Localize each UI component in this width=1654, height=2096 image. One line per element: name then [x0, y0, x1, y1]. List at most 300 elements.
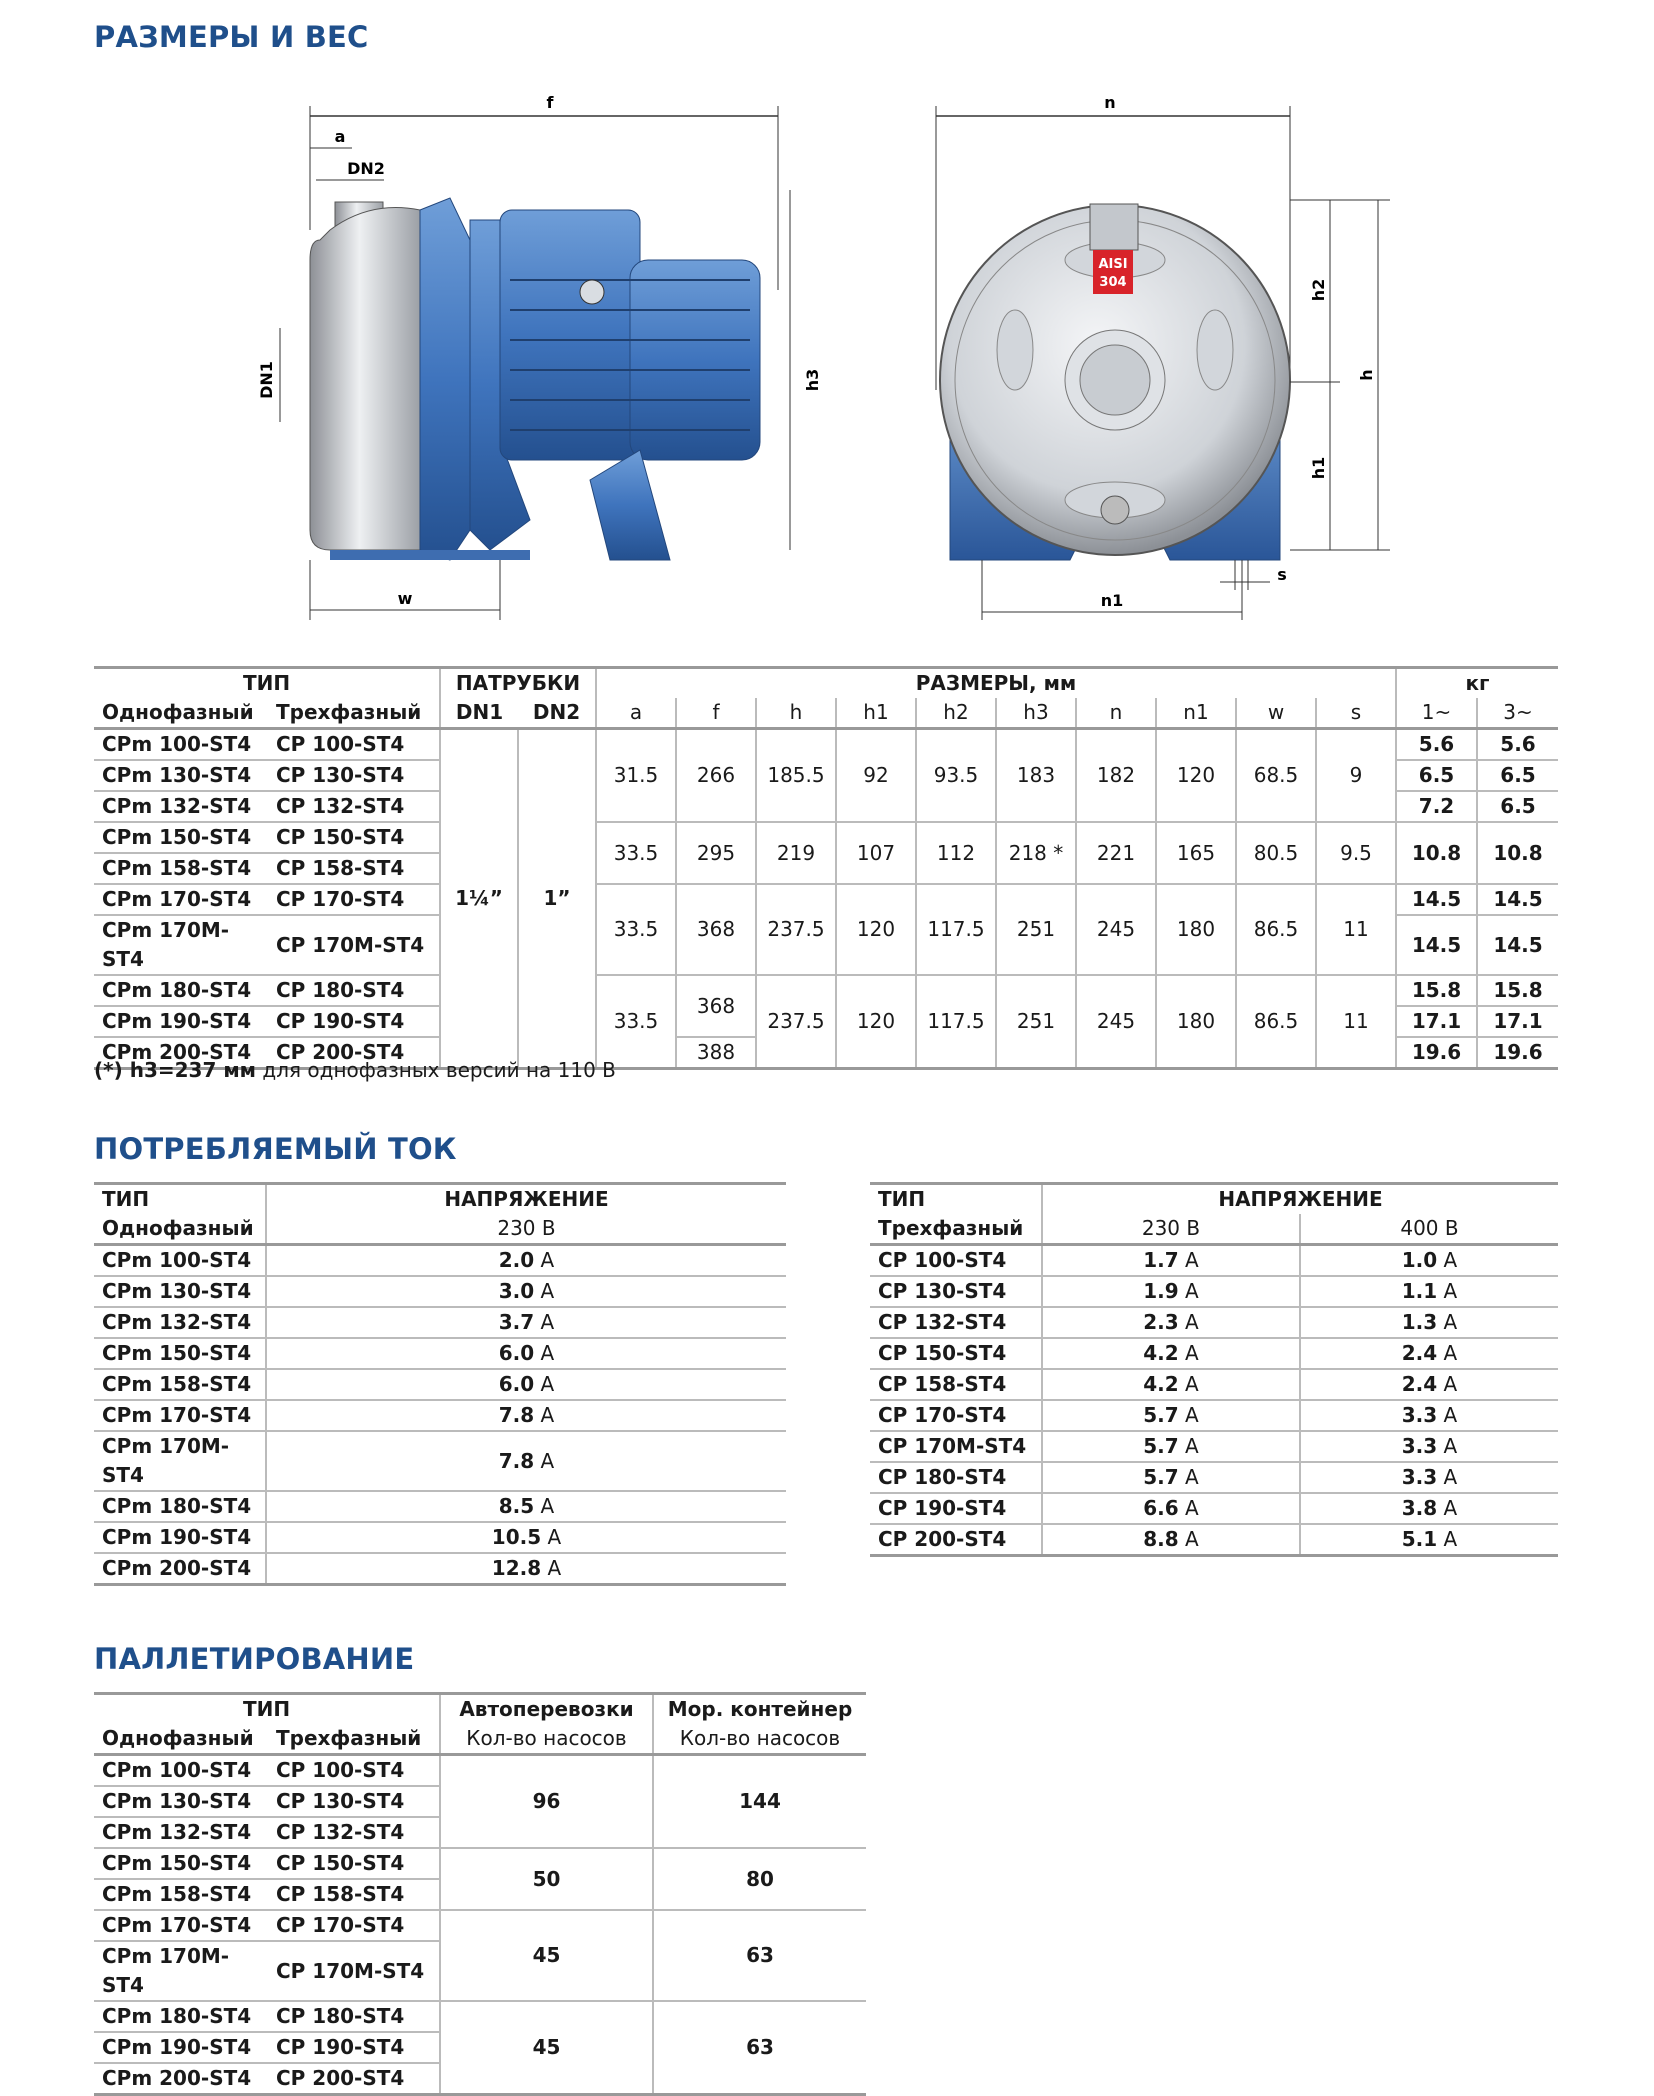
table-row: [94, 1245, 786, 1277]
model1-cell: CPm 170M-ST4: [94, 1941, 268, 2001]
current-cell: [266, 1276, 786, 1307]
current-value: 3.7: [498, 1310, 535, 1334]
current-value: 3.8: [1401, 1496, 1438, 1520]
table-row: [870, 1462, 1558, 1493]
sub-voltage-230: 230 В: [1042, 1214, 1300, 1245]
table-row-model3: CP 170-ST4: [268, 884, 440, 915]
current-unit: A: [547, 1556, 562, 1580]
cell-h: 237.5: [756, 975, 836, 1069]
current-cell: [1300, 1431, 1558, 1462]
cell-kg3: 15.8: [1477, 975, 1558, 1006]
footnote-bold: (*) h3=237 мм: [94, 1058, 257, 1082]
table-row-model3: CP 100-ST4: [268, 729, 440, 761]
dim-label-s: s: [1277, 565, 1287, 584]
dim-label-n: n: [1104, 93, 1116, 112]
table-row-model1: CPm 170M-ST4: [94, 915, 268, 975]
cell-kg1: 6.5: [1396, 760, 1477, 791]
current-cell: [1300, 1400, 1558, 1431]
table-row: [94, 1307, 786, 1338]
model-cell: CPm 158-ST4: [94, 1369, 266, 1400]
current-unit: A: [1443, 1341, 1458, 1365]
model-cell: CPm 190-ST4: [94, 1522, 266, 1553]
cell-h3: 251: [996, 975, 1076, 1069]
sub-type: Однофазный: [94, 1214, 266, 1245]
model1-cell: CPm 158-ST4: [94, 1879, 268, 1910]
dim-label-h1: h1: [1309, 456, 1328, 480]
dim-label-h3: h3: [803, 368, 822, 392]
table-row: [870, 1369, 1558, 1400]
hdr-type: ТИП: [94, 1694, 440, 1725]
current-cell: [266, 1431, 786, 1491]
sub-kg3: 3~: [1477, 698, 1558, 729]
current-unit: A: [1185, 1310, 1199, 1334]
current-value: 1.9: [1143, 1279, 1179, 1303]
current-unit: A: [1443, 1248, 1458, 1272]
current-value: 4.2: [1143, 1372, 1179, 1396]
sea-qty: 63: [653, 2001, 866, 2095]
model-cell: CPm 132-ST4: [94, 1307, 266, 1338]
cell-n1: 180: [1156, 975, 1236, 1069]
current-cell: [1042, 1307, 1300, 1338]
sub-single: Однофазный: [94, 698, 268, 729]
model-cell: CP 132-ST4: [870, 1307, 1042, 1338]
current-unit: A: [1185, 1465, 1199, 1489]
cell-h: 185.5: [756, 729, 836, 823]
cell-h2: 117.5: [916, 884, 996, 975]
cell-h: 219: [756, 822, 836, 884]
current-unit: A: [540, 1494, 555, 1518]
cell-a: 33.5: [596, 822, 676, 884]
cell-w: 86.5: [1236, 884, 1316, 975]
table-row: [870, 1338, 1558, 1369]
model1-cell: CPm 150-ST4: [94, 1848, 268, 1879]
model3-cell: CP 150-ST4: [268, 1848, 440, 1879]
model1-cell: CPm 132-ST4: [94, 1817, 268, 1848]
model-cell: CPm 150-ST4: [94, 1338, 266, 1369]
current-cell: [1042, 1431, 1300, 1462]
current-cell: [266, 1338, 786, 1369]
current-unit: A: [1185, 1248, 1199, 1272]
model3-cell: CP 100-ST4: [268, 1755, 440, 1787]
table-row-model3: CP 170M-ST4: [268, 915, 440, 975]
current-cell: [1300, 1462, 1558, 1493]
model-cell: CPm 200-ST4: [94, 1553, 266, 1585]
current-value: 12.8: [491, 1556, 542, 1580]
current-value: 1.1: [1401, 1279, 1438, 1303]
truck-qty: 45: [440, 1910, 653, 2001]
current-unit: A: [1443, 1310, 1458, 1334]
dn1-value: 1¼”: [440, 729, 518, 1069]
cell-h1: 107: [836, 822, 916, 884]
sub-three: Трехфазный: [268, 698, 440, 729]
current-value: 10.5: [491, 1525, 542, 1549]
current-value: 2.4: [1401, 1341, 1438, 1365]
cell-h: 237.5: [756, 884, 836, 975]
cell-s: 9.5: [1316, 822, 1396, 884]
dim-label-h: h: [1357, 369, 1376, 381]
footnote-text: для однофазных версий на 110 В: [256, 1058, 616, 1082]
model3-cell: CP 170M-ST4: [268, 1941, 440, 2001]
table-row: [870, 1400, 1558, 1431]
dims-weight-table: [94, 666, 1558, 1070]
current-unit: A: [1443, 1279, 1458, 1303]
hdr-sizes: РАЗМЕРЫ, мм: [596, 668, 1396, 699]
hdr-type: ТИП: [870, 1184, 1042, 1215]
table-row-model1: CPm 132-ST4: [94, 791, 268, 822]
table-row-model3: CP 130-ST4: [268, 760, 440, 791]
current-unit: A: [1443, 1372, 1458, 1396]
current-value: 6.0: [498, 1372, 535, 1396]
table-row: [94, 1522, 786, 1553]
table-row: [870, 1431, 1558, 1462]
table-row-model1: CPm 130-ST4: [94, 760, 268, 791]
current-cell: [266, 1522, 786, 1553]
current-unit: A: [1443, 1496, 1458, 1520]
current-cell: [1300, 1369, 1558, 1400]
hdr-kg: кг: [1465, 671, 1490, 695]
sub-a: a: [596, 698, 676, 729]
model3-cell: CP 200-ST4: [268, 2063, 440, 2095]
table-row-model3: CP 150-ST4: [268, 822, 440, 853]
sub-h: h: [756, 698, 836, 729]
cell-kg3: 10.8: [1477, 822, 1558, 884]
truck-qty: 50: [440, 1848, 653, 1910]
current-unit: A: [540, 1403, 555, 1427]
current-cell: [1042, 1524, 1300, 1556]
cell-n1: 165: [1156, 822, 1236, 884]
sub-single: Однофазный: [94, 1724, 268, 1755]
sea-qty: 63: [653, 1910, 866, 2001]
current-value: 5.7: [1143, 1465, 1179, 1489]
table-row-model3: CP 190-ST4: [268, 1006, 440, 1037]
hdr-voltage: НАПРЯЖЕНИЕ: [1218, 1187, 1383, 1211]
current-title: ПОТРЕБЛЯЕМЫЙ ТОК: [94, 1132, 457, 1166]
current-unit: A: [540, 1310, 555, 1334]
current-value: 5.7: [1143, 1434, 1179, 1458]
model3-cell: CP 130-ST4: [268, 1786, 440, 1817]
current-value: 7.8: [498, 1403, 535, 1427]
cell-f: 266: [676, 729, 756, 823]
cell-h1: 120: [836, 884, 916, 975]
sub-h3: h3: [996, 698, 1076, 729]
current-unit: A: [1185, 1434, 1199, 1458]
hdr-type: ТИП: [94, 1184, 266, 1215]
dim-label-dn2: DN2: [347, 159, 385, 178]
hdr-voltage: НАПРЯЖЕНИЕ: [444, 1187, 609, 1211]
table-row-model1: CPm 158-ST4: [94, 853, 268, 884]
model-cell: CPm 130-ST4: [94, 1276, 266, 1307]
sub-qty-sea: Кол-во насосов: [653, 1724, 866, 1755]
aisi-badge-line2: 304: [1099, 275, 1127, 290]
pallet-title: ПАЛЛЕТИРОВАНИЕ: [94, 1642, 415, 1676]
current-value: 2.0: [498, 1248, 535, 1272]
model1-cell: CPm 100-ST4: [102, 1758, 252, 1782]
model1-cell: CPm 180-ST4: [94, 2001, 268, 2032]
cell-a: 33.5: [596, 975, 676, 1069]
current-unit: A: [1185, 1527, 1199, 1551]
sub-dn2: DN2: [518, 698, 596, 729]
current-value: 3.3: [1401, 1434, 1438, 1458]
sub-three: Трехфазный: [268, 1724, 440, 1755]
cell-f: 295: [676, 822, 756, 884]
dim-label-w: w: [397, 589, 413, 608]
cell-kg3: 17.1: [1477, 1006, 1558, 1037]
cell-n: 245: [1076, 884, 1156, 975]
current-value: 8.5: [498, 1494, 535, 1518]
hdr-truck: Автоперевозки: [440, 1694, 653, 1725]
model3-cell: CP 190-ST4: [268, 2032, 440, 2063]
current-value: 1.3: [1401, 1310, 1438, 1334]
cell-s: 11: [1316, 884, 1396, 975]
table-row: [94, 1553, 786, 1585]
current-cell: [1042, 1276, 1300, 1307]
cell-s: 11: [1316, 975, 1396, 1069]
model1-cell: CPm 130-ST4: [94, 1786, 268, 1817]
model-cell: CP 170-ST4: [870, 1400, 1042, 1431]
current-unit: A: [1185, 1279, 1199, 1303]
current-unit: A: [1443, 1527, 1458, 1551]
cell-kg3: 14.5: [1477, 915, 1558, 975]
model3-cell: CP 132-ST4: [268, 1817, 440, 1848]
sub-voltage-400: 400 В: [1300, 1214, 1558, 1245]
model1-cell: CPm 170-ST4: [94, 1910, 268, 1941]
cell-n1: 120: [1156, 729, 1236, 823]
hdr-sea: Мор. контейнер: [667, 1697, 853, 1721]
table-row: [94, 1431, 786, 1491]
model-cell: CP 170M-ST4: [870, 1431, 1042, 1462]
current-value: 1.0: [1401, 1248, 1438, 1272]
current-cell: [266, 1553, 786, 1585]
dims-title: РАЗМЕРЫ И ВЕС: [94, 20, 369, 54]
table-row-model1: CPm 180-ST4: [94, 975, 268, 1006]
current-value: 5.7: [1143, 1403, 1179, 1427]
current-unit: A: [1443, 1434, 1458, 1458]
current-cell: [1042, 1400, 1300, 1431]
current-unit: A: [547, 1525, 562, 1549]
model1-cell: CPm 200-ST4: [94, 2063, 268, 2095]
table-row: [870, 1245, 1558, 1277]
current-value: 5.1: [1401, 1527, 1438, 1551]
current-unit: A: [1185, 1403, 1199, 1427]
sub-s: s: [1316, 698, 1396, 729]
cell-kg3: 14.5: [1477, 884, 1558, 915]
table-row-model1: CPm 150-ST4: [94, 822, 268, 853]
current-unit: A: [1185, 1496, 1199, 1520]
table-row-model3: CP 180-ST4: [268, 975, 440, 1006]
cell-h1: 120: [836, 975, 916, 1069]
current-cell: [1042, 1338, 1300, 1369]
pallet-table: [94, 1692, 866, 2096]
table-row: [94, 1369, 786, 1400]
pump-front-view-drawing: [930, 90, 1400, 630]
sub-dn1: DN1: [440, 698, 518, 729]
table-row: [870, 1524, 1558, 1556]
table-row: [94, 1338, 786, 1369]
current-value: 3.3: [1401, 1403, 1438, 1427]
cell-kg1: 7.2: [1396, 791, 1477, 822]
cell-kg1: 14.5: [1396, 884, 1477, 915]
table-row-model3: CP 158-ST4: [268, 853, 440, 884]
truck-qty: 96: [440, 1755, 653, 1849]
dim-label-f: f: [546, 93, 554, 112]
current-cell: [1300, 1524, 1558, 1556]
table-row: [94, 2001, 866, 2032]
current-cell: [1042, 1369, 1300, 1400]
table-row: [870, 1493, 1558, 1524]
cell-kg1: 17.1: [1396, 1006, 1477, 1037]
cell-h1: 92: [836, 729, 916, 823]
table-row: [94, 1400, 786, 1431]
cell-a: 31.5: [596, 729, 676, 823]
model3-cell: CP 158-ST4: [268, 1879, 440, 1910]
cell-f: 388: [676, 1037, 756, 1069]
current-value: 6.6: [1143, 1496, 1179, 1520]
model-cell: CP 200-ST4: [870, 1524, 1042, 1556]
sub-w: w: [1236, 698, 1316, 729]
sea-qty: 144: [739, 1789, 781, 1813]
current-unit: A: [540, 1279, 555, 1303]
sub-h1: h1: [836, 698, 916, 729]
hdr-ports: ПАТРУБКИ: [440, 668, 596, 699]
sub-kg1: 1~: [1396, 698, 1477, 729]
current-cell: [1042, 1245, 1300, 1277]
current-cell: [266, 1245, 786, 1277]
current-three-table: [870, 1182, 1558, 1557]
current-value: 2.3: [1143, 1310, 1179, 1334]
dim-label-n1: n1: [1100, 591, 1124, 610]
cell-f: 368: [676, 884, 756, 975]
model-cell: CPm 180-ST4: [94, 1491, 266, 1522]
table-row: [94, 1276, 786, 1307]
current-cell: [1300, 1245, 1558, 1277]
table-row: [94, 1848, 866, 1879]
dn2-value: 1”: [518, 729, 596, 1069]
current-value: 4.2: [1143, 1341, 1179, 1365]
current-unit: A: [1443, 1465, 1458, 1489]
current-cell: [266, 1307, 786, 1338]
cell-w: 68.5: [1236, 729, 1316, 823]
current-unit: A: [1185, 1372, 1199, 1396]
current-cell: [266, 1400, 786, 1431]
dim-label-h2: h2: [1309, 278, 1328, 302]
hdr-type: ТИП: [94, 668, 440, 699]
table-row-model1: CPm 170-ST4: [94, 884, 268, 915]
current-unit: A: [540, 1341, 555, 1365]
cell-w: 80.5: [1236, 822, 1316, 884]
model3-cell: CP 180-ST4: [268, 2001, 440, 2032]
current-cell: [1042, 1462, 1300, 1493]
cell-s: 9: [1316, 729, 1396, 823]
cell-a: 33.5: [596, 884, 676, 975]
cell-n: 221: [1076, 822, 1156, 884]
dim-label-dn1: DN1: [257, 361, 276, 399]
model-cell: CPm 100-ST4: [94, 1245, 266, 1277]
model1-cell: CPm 190-ST4: [94, 2032, 268, 2063]
current-value: 2.4: [1401, 1372, 1438, 1396]
cell-h3: 251: [996, 884, 1076, 975]
sub-f: f: [676, 698, 756, 729]
table-row: [94, 1910, 866, 1941]
table-row: [94, 1491, 786, 1522]
cell-h2: 117.5: [916, 975, 996, 1069]
cell-n1: 180: [1156, 884, 1236, 975]
model-cell: CP 158-ST4: [870, 1369, 1042, 1400]
current-unit: A: [540, 1372, 555, 1396]
current-value: 7.8: [498, 1448, 535, 1473]
cell-kg3: 19.6: [1477, 1037, 1558, 1069]
table-row-model1: CPm 200-ST4: [94, 1037, 268, 1069]
model-cell: CP 190-ST4: [870, 1493, 1042, 1524]
table-row-model1: CPm 100-ST4: [102, 732, 252, 756]
current-value: 1.7: [1143, 1248, 1179, 1272]
cell-kg1: 14.5: [1396, 915, 1477, 975]
current-value: 3.0: [498, 1279, 535, 1303]
current-single-table: [94, 1182, 786, 1586]
current-unit: A: [1443, 1403, 1458, 1427]
sea-qty: 80: [653, 1848, 866, 1910]
current-cell: [266, 1491, 786, 1522]
cell-kg1: 15.8: [1396, 975, 1477, 1006]
cell-kg3: 6.5: [1477, 760, 1558, 791]
model3-cell: CP 170-ST4: [268, 1910, 440, 1941]
table-row: [870, 1276, 1558, 1307]
current-unit: A: [1185, 1341, 1199, 1365]
current-cell: [1042, 1493, 1300, 1524]
current-value: 8.8: [1143, 1527, 1179, 1551]
cell-h2: 93.5: [916, 729, 996, 823]
current-cell: [1300, 1276, 1558, 1307]
cell-kg1: 19.6: [1396, 1037, 1477, 1069]
cell-h2: 112: [916, 822, 996, 884]
aisi-badge-line1: AISI: [1098, 257, 1128, 272]
current-cell: [1300, 1338, 1558, 1369]
cell-w: 86.5: [1236, 975, 1316, 1069]
sub-voltage: 230 В: [266, 1214, 786, 1245]
model-cell: CP 150-ST4: [870, 1338, 1042, 1369]
table-row-model1: CPm 190-ST4: [94, 1006, 268, 1037]
sub-n: n: [1076, 698, 1156, 729]
cell-f: 368: [676, 975, 756, 1037]
model-cell: CPm 170-ST4: [94, 1400, 266, 1431]
current-value: 3.3: [1401, 1465, 1438, 1489]
sub-type: Трехфазный: [870, 1214, 1042, 1245]
model-cell: CP 180-ST4: [870, 1462, 1042, 1493]
model-cell: CP 100-ST4: [870, 1245, 1042, 1277]
table-row: [870, 1307, 1558, 1338]
table-row-model3: CP 200-ST4: [268, 1037, 440, 1069]
model-cell: CP 130-ST4: [870, 1276, 1042, 1307]
current-cell: [1300, 1493, 1558, 1524]
current-value: 6.0: [498, 1341, 535, 1365]
cell-h3: 183: [996, 729, 1076, 823]
table-row-model3: CP 132-ST4: [268, 791, 440, 822]
cell-kg1: 5.6: [1396, 729, 1477, 761]
sub-h2: h2: [916, 698, 996, 729]
sub-n1: n1: [1156, 698, 1236, 729]
truck-qty: 45: [440, 2001, 653, 2095]
current-unit: A: [540, 1448, 555, 1473]
dim-label-a: a: [334, 127, 346, 146]
cell-n: 182: [1076, 729, 1156, 823]
current-cell: [266, 1369, 786, 1400]
cell-kg1: 10.8: [1396, 822, 1477, 884]
cell-kg3: 6.5: [1477, 791, 1558, 822]
footnote: [94, 1058, 616, 1082]
table-row: [94, 1755, 866, 1787]
model-cell: CPm 170M-ST4: [94, 1431, 266, 1491]
pump-side-view-drawing: [250, 90, 820, 630]
cell-kg3: 5.6: [1500, 732, 1536, 756]
